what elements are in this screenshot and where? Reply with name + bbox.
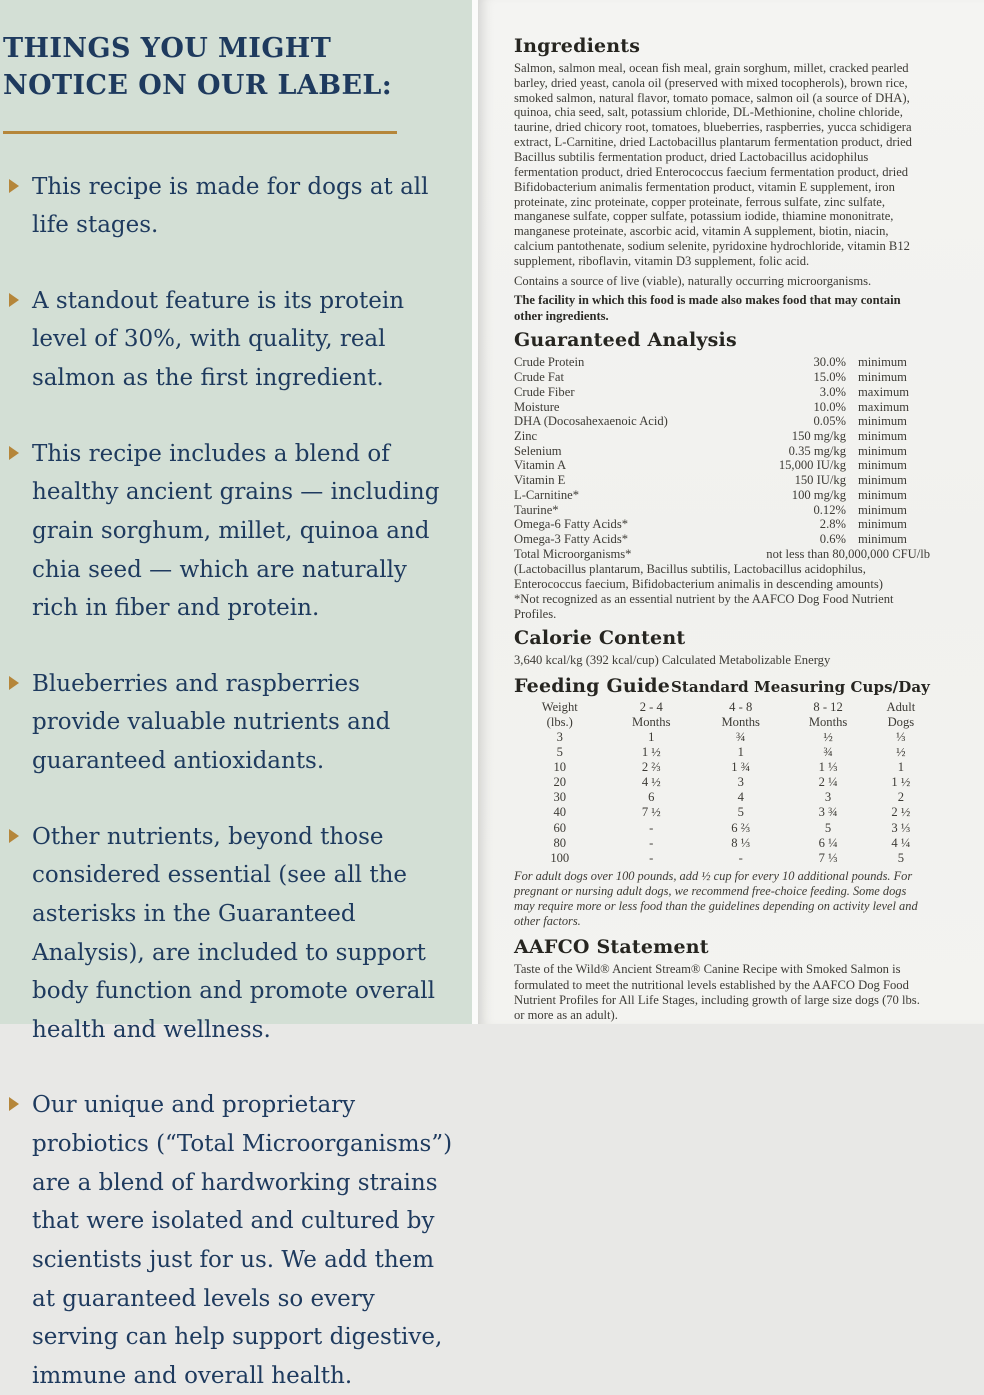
- table-row: [514, 355, 930, 370]
- nutrient-label: Omega-6 Fatty Acids*: [514, 517, 820, 532]
- bullet-arrow-icon: [9, 676, 19, 690]
- nutrient-label: L-Carnitine*: [514, 488, 792, 503]
- calorie-content-section: [514, 628, 930, 668]
- table-cell: 2: [872, 790, 930, 805]
- feeding-guide-section: [514, 676, 930, 930]
- aafco-heading: AAFCO Statement: [514, 937, 930, 959]
- table-cell: -: [606, 836, 698, 851]
- bullet-arrow-icon: [9, 293, 19, 307]
- table-row: [514, 836, 930, 851]
- note-text: This recipe is made for dogs at all life stages.: [32, 168, 454, 245]
- table-cell: ¾: [784, 745, 871, 760]
- table-cell: 1: [697, 745, 784, 760]
- column-header: Weight (lbs.): [514, 700, 606, 730]
- table-cell: 2 ¼: [784, 775, 871, 790]
- bullet-arrow-icon: [9, 179, 19, 193]
- nutrient-qualifier: maximum: [846, 385, 930, 400]
- table-row: [514, 517, 930, 532]
- nutrient-value: 100 mg/kg: [792, 488, 846, 503]
- nutrient-value: not less than 80,000,000 CFU/lb: [631, 547, 930, 562]
- table-row: [514, 458, 930, 473]
- calorie-content-body: 3,640 kcal/kg (392 kcal/cup) Calculated Metabolizable Energy: [514, 653, 930, 668]
- note-text: A standout feature is its protein level of 30%, with quality, real salmon as the first ingredient.: [32, 282, 454, 398]
- note-text: Other nutrients, beyond those considered essential (see all the asterisks in the Guaranteed Analysis), are included to support body function and promote overall health and wellness.: [32, 818, 454, 1050]
- nutrient-label: Vitamin A: [514, 458, 779, 473]
- table-row: [514, 385, 930, 400]
- nutrient-qualifier: minimum: [846, 517, 930, 532]
- ingredients-section: [514, 36, 930, 324]
- nutrient-qualifier: maximum: [846, 400, 930, 415]
- list-item: [3, 168, 454, 245]
- nutrient-label: Total Microorganisms*: [514, 547, 631, 562]
- nutrient-value: 10.0%: [813, 400, 846, 415]
- nutrient-qualifier: minimum: [846, 532, 930, 547]
- table-cell: 6: [606, 790, 698, 805]
- table-cell: 4 ½: [606, 775, 698, 790]
- list-item: [3, 282, 454, 398]
- nutrient-label: Vitamin E: [514, 473, 795, 488]
- table-row: [514, 370, 930, 385]
- table-cell: 2 ½: [872, 805, 930, 820]
- bullet-arrow-icon: [9, 1097, 19, 1111]
- nutrient-label: Zinc: [514, 429, 792, 444]
- asterisk-footnote: *Not recognized as an essential nutrient by the AAFCO Dog Food Nutrient Profiles.: [514, 592, 930, 622]
- contains-note: Contains a source of live (viable), naturally occurring microorganisms.: [514, 274, 930, 289]
- table-row: [514, 851, 930, 866]
- table-cell: 6 ¼: [784, 836, 871, 851]
- nutrient-qualifier: minimum: [846, 370, 930, 385]
- nutrient-qualifier: minimum: [846, 444, 930, 459]
- nutrient-value: 150 mg/kg: [792, 429, 846, 444]
- feeding-guide-heading: Feeding Guide: [514, 676, 670, 698]
- table-cell: 1 ⅓: [784, 760, 871, 775]
- column-header: 2 - 4 Months: [606, 700, 698, 730]
- nutrient-label: Selenium: [514, 444, 789, 459]
- guaranteed-analysis-section: [514, 330, 930, 622]
- table-row: [514, 532, 930, 547]
- table-cell: 6 ⅔: [697, 821, 784, 836]
- column-header: 4 - 8 Months: [697, 700, 784, 730]
- table-row: [514, 473, 930, 488]
- table-row: [514, 730, 930, 745]
- nutrient-label: DHA (Docosahexaenoic Acid): [514, 414, 813, 429]
- table-cell: ½: [784, 730, 871, 745]
- feeding-guide-subheading: Standard Measuring Cups/Day: [671, 678, 930, 696]
- column-header: Adult Dogs: [872, 700, 930, 730]
- nutrient-value: 0.05%: [813, 414, 846, 429]
- ingredients-body: Salmon, salmon meal, ocean fish meal, grain sorghum, millet, cracked pearled barley, dried yeast, canola oil (preserved with mixed tocopherols), brown rice, smoked salmon, natural flavor, tomato pomace, salmon oil (a source of DHA), quinoa, chia seed, salt, potassium chloride, DL-Methionine, choline chloride, taurine, dried chicory root, tomatoes, blueberries, raspberries, yucca schidigera extract, L-Carnitine, dried Lactobacillus plantarum fermentation product, dried Bacillus subtilis fermentation product, dried Lactobacillus acidophilus fermentation product, dried Enterococcus faecium fermentation product, dried Bifidobacterium animalis fermentation product, vitamin E supplement, iron proteinate, zinc proteinate, copper proteinate, ferrous sulfate, zinc sulfate, manganese sulfate, copper sulfate, potassium iodide, thiamine mononitrate, manganese proteinate, ascorbic acid, vitamin A supplement, biotin, niacin, calcium pantothenate, sodium selenite, pyridoxine hydrochloride, vitamin B12 supplement, riboflavin, vitamin D3 supplement, folic acid.: [514, 61, 930, 269]
- table-row: [514, 503, 930, 518]
- nutrient-qualifier: minimum: [846, 458, 930, 473]
- table-cell: 3: [697, 775, 784, 790]
- notes-list: [3, 168, 454, 1395]
- facility-note: The facility in which this food is made also makes food that may contain other ingredients.: [514, 293, 930, 324]
- table-row: [514, 775, 930, 790]
- nutrient-value: 2.8%: [820, 517, 846, 532]
- table-row: [514, 400, 930, 415]
- nutrient-value: 0.6%: [820, 532, 846, 547]
- microorganisms-detail: (Lactobacillus plantarum, Bacillus subtilis, Lactobacillus acidophilus, Enterococcus faecium, Bifidobacterium animalis in descending amounts): [514, 562, 930, 592]
- nutrient-value: 0.12%: [813, 503, 846, 518]
- table-cell: 3 ⅓: [872, 821, 930, 836]
- table-cell: 5: [784, 821, 871, 836]
- table-cell: 40: [514, 805, 606, 820]
- table-cell: -: [606, 821, 698, 836]
- table-row: [514, 745, 930, 760]
- feeding-guide-table: [514, 700, 930, 866]
- table-cell: ⅓: [872, 730, 930, 745]
- table-cell: ½: [872, 745, 930, 760]
- table-cell: 3 ¾: [784, 805, 871, 820]
- table-cell: 30: [514, 790, 606, 805]
- table-cell: 4: [697, 790, 784, 805]
- nutrient-label: Moisture: [514, 400, 813, 415]
- nutrient-qualifier: minimum: [846, 503, 930, 518]
- nutrient-label: Crude Protein: [514, 355, 813, 370]
- table-cell: 5: [697, 805, 784, 820]
- page-title: [3, 30, 454, 105]
- nutrient-label: Omega-3 Fatty Acids*: [514, 532, 820, 547]
- nutrient-value: 15.0%: [813, 370, 846, 385]
- gold-divider: [3, 131, 397, 134]
- note-text: Blueberries and raspberries provide valuable nutrients and guaranteed antioxidants.: [32, 665, 454, 781]
- label-notes-panel: [0, 0, 472, 1024]
- table-row: [514, 790, 930, 805]
- nutrient-qualifier: minimum: [846, 414, 930, 429]
- table-row: [514, 760, 930, 775]
- nutrient-label: Crude Fiber: [514, 385, 820, 400]
- nutrient-label: Taurine*: [514, 503, 813, 518]
- table-cell: 3: [514, 730, 606, 745]
- note-text: This recipe includes a blend of healthy ancient grains — including grain sorghum, millet, quinoa and chia seed — which are naturally rich in fiber and protein.: [32, 435, 454, 628]
- table-cell: 8 ⅓: [697, 836, 784, 851]
- nutrient-qualifier: minimum: [846, 473, 930, 488]
- table-cell: 7 ⅓: [784, 851, 871, 866]
- table-cell: 1 ¾: [697, 760, 784, 775]
- table-row: [514, 547, 930, 562]
- nutrient-value: 15,000 IU/kg: [779, 458, 846, 473]
- table-cell: 1: [606, 730, 698, 745]
- nutrient-value: 0.35 mg/kg: [789, 444, 846, 459]
- nutrient-value: 150 IU/kg: [795, 473, 846, 488]
- table-cell: 1: [872, 760, 930, 775]
- table-cell: 20: [514, 775, 606, 790]
- table-cell: 60: [514, 821, 606, 836]
- table-cell: 1 ½: [872, 775, 930, 790]
- table-cell: 5: [514, 745, 606, 760]
- table-cell: 5: [872, 851, 930, 866]
- aafco-body: Taste of the Wild® Ancient Stream® Canine Recipe with Smoked Salmon is formulated to meet the nutritional levels established by the AAFCO Dog Food Nutrient Profiles for All Life Stages, including growth of large size dogs (70 lbs. or more as an adult).: [514, 962, 930, 1023]
- feeding-guide-header: [514, 676, 930, 698]
- nutrient-qualifier: minimum: [846, 429, 930, 444]
- page-title-line2: NOTICE ON OUR LABEL:: [3, 70, 392, 101]
- table-row: [514, 805, 930, 820]
- bullet-arrow-icon: [9, 446, 19, 460]
- table-cell: 2 ⅔: [606, 760, 698, 775]
- table-cell: 4 ¼: [872, 836, 930, 851]
- table-cell: 10: [514, 760, 606, 775]
- table-row: [514, 821, 930, 836]
- label-panel: [472, 0, 984, 1024]
- bullet-arrow-icon: [9, 829, 19, 843]
- feeding-guide-footnote: For adult dogs over 100 pounds, add ½ cup for every 10 additional pounds. For pregnant or nursing adult dogs, we recommend free-choice feeding. Some dogs may require more or less food than the guidelines depending on activity level and other factors.: [514, 869, 930, 930]
- nutrient-qualifier: minimum: [846, 355, 930, 370]
- table-cell: 7 ½: [606, 805, 698, 820]
- nutrient-value: 30.0%: [813, 355, 846, 370]
- ingredients-heading: Ingredients: [514, 36, 930, 58]
- list-item: [3, 1086, 454, 1395]
- table-cell: 80: [514, 836, 606, 851]
- page-title-line1: THINGS YOU MIGHT: [3, 33, 331, 64]
- list-item: [3, 665, 454, 781]
- list-item: [3, 818, 454, 1050]
- nutrient-label: Crude Fat: [514, 370, 813, 385]
- table-cell: -: [606, 851, 698, 866]
- guaranteed-analysis-heading: Guaranteed Analysis: [514, 330, 930, 352]
- column-header: 8 - 12 Months: [784, 700, 871, 730]
- table-cell: -: [697, 851, 784, 866]
- table-cell: 3: [784, 790, 871, 805]
- table-cell: ¾: [697, 730, 784, 745]
- table-cell: 1 ½: [606, 745, 698, 760]
- table-row: [514, 444, 930, 459]
- table-cell: 100: [514, 851, 606, 866]
- list-item: [3, 435, 454, 628]
- nutrient-qualifier: minimum: [846, 488, 930, 503]
- calorie-content-heading: Calorie Content: [514, 628, 930, 650]
- table-row: [514, 414, 930, 429]
- table-header-row: [514, 700, 930, 730]
- table-row: [514, 488, 930, 503]
- note-text: Our unique and proprietary probiotics (“Total Microorganisms”) are a blend of hardworking strains that were isolated and cultured by scientists just for us. We add them at guaranteed levels so every serving can help support digestive, immune and overall health.: [32, 1086, 454, 1395]
- table-row: [514, 429, 930, 444]
- aafco-section: [514, 937, 930, 1023]
- nutrient-value: 3.0%: [820, 385, 846, 400]
